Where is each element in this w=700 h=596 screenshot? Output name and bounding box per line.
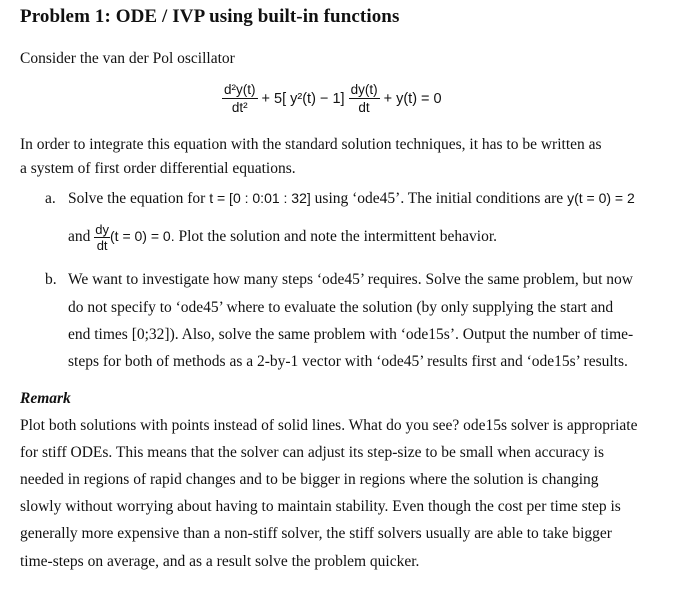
equation-tail: + y(t) = 0 bbox=[383, 90, 442, 107]
frac1-denominator: dt² bbox=[231, 100, 248, 115]
remark-line: Plot both solutions with points instead of solid lines. What do you see? ode15s solver is appropriate bbox=[20, 417, 638, 434]
remark-line: needed in regions of rapid changes and to be bigger in regions where the solution is changing bbox=[20, 471, 599, 488]
equation-middle: + 5[ y²(t) − 1] bbox=[261, 90, 345, 107]
part-a-text-2: using ‘ode45’. The initial conditions are bbox=[314, 190, 564, 207]
remark-line: time-steps on average, and as a result solve the problem quicker. bbox=[20, 553, 420, 570]
van-der-pol-equation bbox=[222, 82, 442, 115]
remark-line: for stiff ODEs. This means that the solver can adjust its step-size to be small when accuracy is bbox=[20, 444, 604, 461]
and-word: and bbox=[68, 228, 91, 246]
part-b-line: do not specify to ‘ode45’ where to evaluate the solution (by only supplying the start and bbox=[68, 299, 614, 316]
initial-condition-y: y(t = 0) = 2 bbox=[567, 190, 635, 206]
frac2-numerator: dy(t) bbox=[350, 82, 378, 97]
part-b-label: b. bbox=[45, 271, 57, 288]
part-a-line-2 bbox=[68, 222, 497, 253]
dt-denominator: dt bbox=[96, 238, 108, 253]
part-a-label: a. bbox=[45, 190, 56, 207]
dy-dt-fraction bbox=[94, 222, 110, 253]
remark-heading: Remark bbox=[20, 390, 71, 407]
part-b-line: end times [0;32]). Also, solve the same problem with ‘ode15s’. Output the number of time- bbox=[68, 326, 634, 343]
part-a-line-1 bbox=[68, 190, 635, 208]
part-b-line: We want to investigate how many steps ‘ode45’ requires. Solve the same problem, but now bbox=[68, 271, 633, 288]
frac2-denominator: dt bbox=[358, 100, 370, 115]
frac1-numerator: d²y(t) bbox=[224, 82, 256, 97]
second-derivative-fraction bbox=[222, 82, 258, 115]
remark-line: slowly without worrying about having to maintain stability. Even though the cost per time step is bbox=[20, 498, 621, 515]
explain-line-1: In order to integrate this equation with the standard solution techniques, it has to be written as bbox=[20, 136, 602, 153]
explain-line-2: a system of first order differential equations. bbox=[20, 160, 296, 177]
initial-condition-dydt: (t = 0) = 0. bbox=[110, 228, 175, 245]
dy-numerator: dy bbox=[95, 222, 109, 237]
remark-line: generally more expensive than a non-stiff solver, the stiff solvers usually are able to take bigger bbox=[20, 525, 612, 542]
time-range: t = [0 : 0:01 : 32] bbox=[209, 190, 311, 206]
intro-text: Consider the van der Pol oscillator bbox=[20, 50, 235, 67]
first-derivative-fraction bbox=[349, 82, 380, 115]
part-a-text-1: Solve the equation for bbox=[68, 190, 206, 207]
part-a-text-3: Plot the solution and note the intermittent behavior. bbox=[178, 228, 498, 246]
part-b-line: steps for both of methods as a 2-by-1 vector with ‘ode45’ results first and ‘ode15s’ results. bbox=[68, 353, 628, 370]
problem-title: Problem 1: ODE / IVP using built-in functions bbox=[20, 6, 400, 27]
